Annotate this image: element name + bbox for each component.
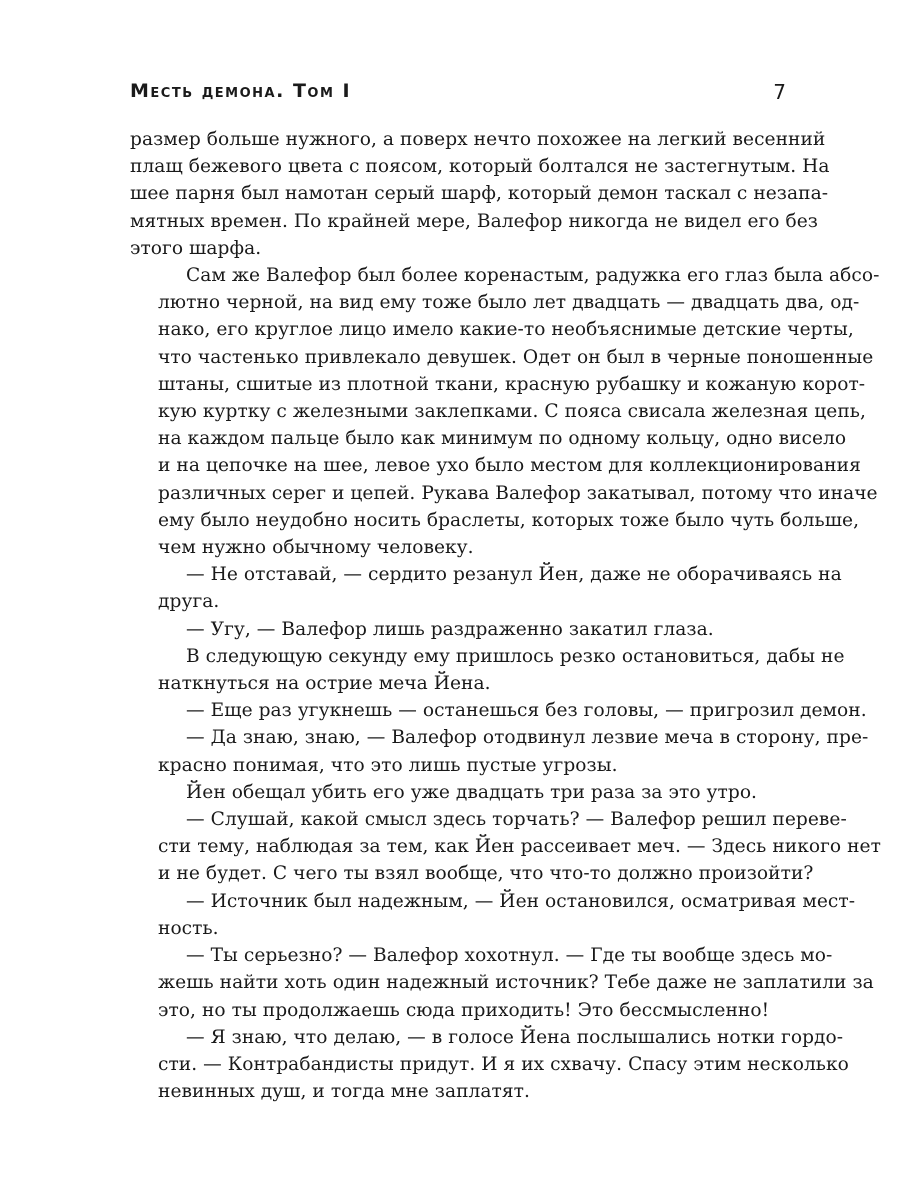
paragraph (130, 888, 856, 942)
text-line: — Еще раз угукнешь — останешься без головы, — пригрозил демон. (186, 700, 867, 722)
paragraph (130, 1024, 849, 1106)
text-line: на каждом пальце было как минимум по одному кольцу, одно висело (158, 428, 847, 450)
text-line: нако, его круглое лицо имело какие-то необъяснимые детские черты, (158, 319, 854, 341)
text-line: — Слушай, какой смысл здесь торчать? — Валефор решил переве- (186, 809, 847, 831)
paragraph (130, 126, 830, 262)
paragraph (130, 779, 786, 806)
text-line: лютно черной, на вид ему тоже было лет двадцать — двадцать два, од- (158, 292, 860, 314)
text-line: сти. — Контрабандисты придут. И я их схвачу. Спасу этим несколько (158, 1053, 849, 1075)
text-line: — Источник был надежным, — Йен остановился, осматривая мест- (186, 890, 856, 912)
paragraph (130, 942, 874, 1024)
text-line: и не будет. С чего ты взял вообще, что что-то должно произойти? (158, 863, 814, 885)
text-line: этого шарфа. (130, 237, 262, 259)
paragraph (130, 724, 869, 778)
text-line: Йен обещал убить его уже двадцать три раза за это утро. (186, 781, 758, 803)
text-line: — Да знаю, знаю, — Валефор отодвинул лезвие меча в сторону, пре- (186, 727, 869, 749)
text-line: друга. (158, 591, 220, 613)
text-line: шее парня был намотан серый шарф, который демон таскал с незапа- (130, 183, 829, 205)
paragraph (130, 697, 867, 724)
text-line: размер больше нужного, а поверх нечто похожее на легкий весенний (130, 129, 826, 150)
text-line: и на цепочке на шее, левое ухо было местом для коллекционирования (158, 455, 861, 477)
paragraph (130, 806, 881, 888)
text-line: плащ бежевого цвета с поясом, который болтался не застегнутым. На (130, 156, 830, 178)
text-line: ему было неудобно носить браслеты, которых тоже было чуть больше, (158, 509, 860, 531)
text-line: чем нужно обычному человеку. (158, 537, 474, 559)
text-line: В следующую секунду ему пришлось резко остановиться, дабы не (186, 645, 845, 667)
paragraph (130, 616, 786, 643)
text-line: ность. (158, 917, 219, 939)
text-line: — Ты серьезно? — Валефор хохотнул. — Где ты вообще здесь мо- (186, 945, 833, 967)
text-line: сти тему, наблюдая за тем, как Йен рассеивает меч. — Здесь никого нет (158, 836, 881, 858)
text-line: это, но ты продолжаешь сюда приходить! Это бессмысленно! (158, 999, 770, 1021)
text-line: красно понимая, что это лишь пустые угрозы. (158, 754, 618, 776)
text-line: — Я знаю, что делаю, — в голосе Йена послышались нотки гордо- (186, 1026, 844, 1048)
text-line: — Не отставай, — сердито резанул Йен, даже не оборачиваясь на (186, 564, 842, 586)
text-line: штаны, сшитые из плотной ткани, красную рубашку и кожаную корот- (158, 373, 866, 395)
text-line: различных серег и цепей. Рукава Валефор закатывал, потому что иначе (158, 482, 878, 504)
paragraph (130, 561, 842, 615)
text-line: кую куртку с железными заклепками. С пояса свисала железная цепь, (158, 401, 866, 423)
book-title: Месть демона. Том I (130, 80, 352, 102)
text-body (130, 126, 881, 1105)
text-line: что частенько привлекало девушек. Одет он был в черные поношенные (158, 346, 874, 368)
text-line: невинных душ, и тогда мне заплатят. (158, 1081, 530, 1103)
page-number: 7 (773, 80, 786, 104)
paragraph (130, 262, 880, 561)
text-line: мятных времен. По крайней мере, Валефор никогда не видел его без (130, 210, 818, 232)
text-line: наткнуться на острие меча Йена. (158, 673, 491, 695)
paragraph (130, 643, 845, 697)
text-line: — Угу, — Валефор лишь раздраженно закатил глаза. (186, 618, 714, 640)
text-line: Сам же Валефор был более коренастым, радужка его глаз была абсо- (186, 265, 880, 287)
text-line: жешь найти хоть один надежный источник? Тебе даже не заплатили за (158, 972, 874, 994)
running-header (130, 80, 786, 110)
